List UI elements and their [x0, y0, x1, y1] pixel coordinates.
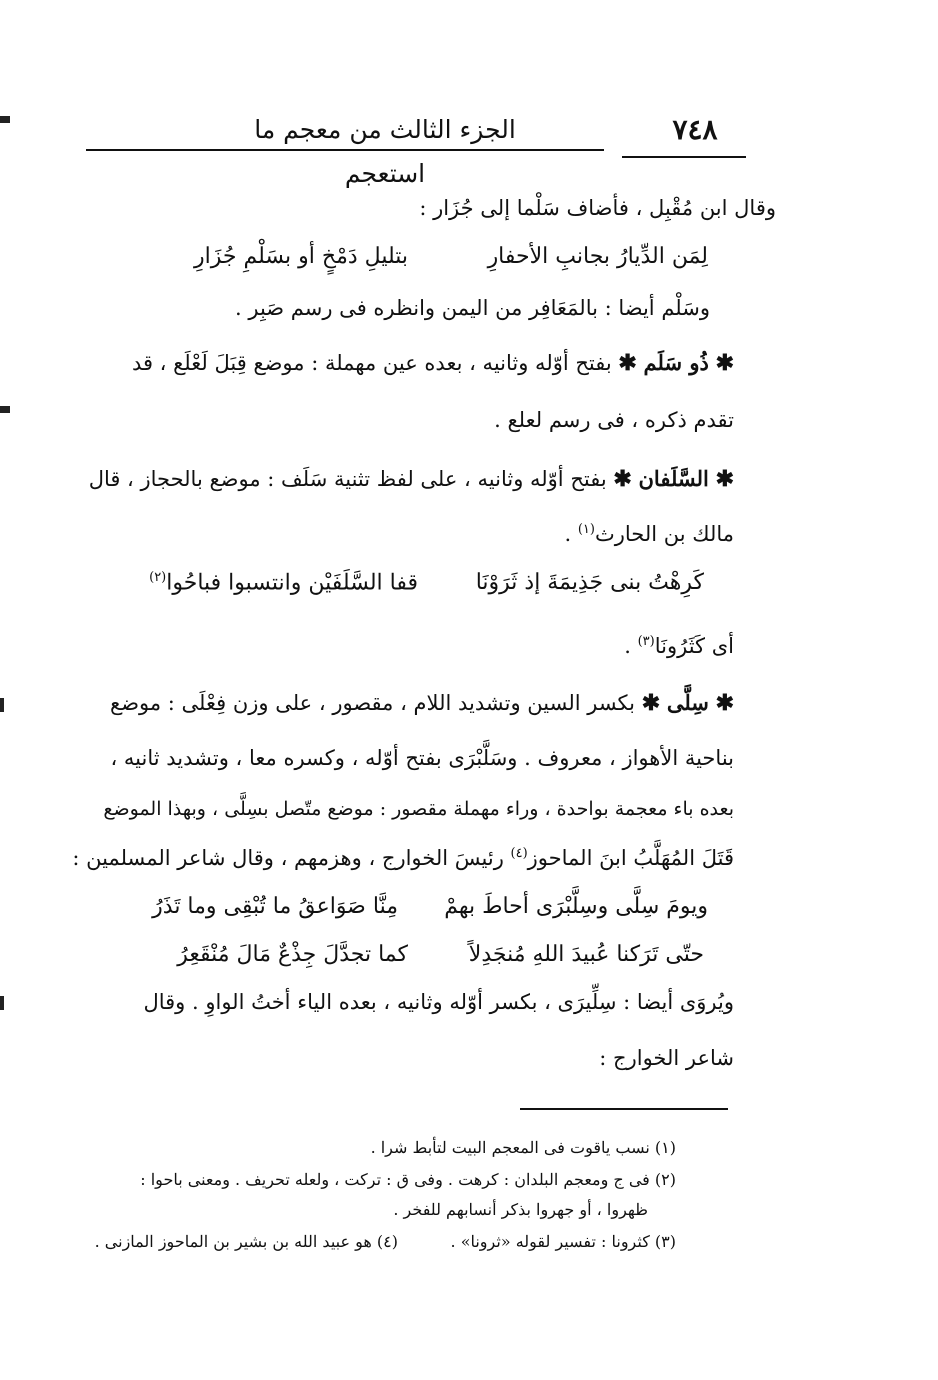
body-line: [624, 634, 734, 658]
page-number: ٧٤٨: [672, 113, 718, 146]
gloss-text: أى كَثَرُونَا: [654, 634, 734, 658]
verse-second-hemistich: [149, 570, 418, 595]
header-rule: [86, 149, 604, 151]
footnote: (١) نسب ياقوت فى المعجم البيت لتأبط شرا .: [370, 1138, 676, 1157]
entry-marker-icon: ✱: [641, 690, 661, 716]
body-line: وسَلْم أيضا : بالمَعَافِر من اليمن وانظره فى رسم صَبِر .: [235, 296, 710, 320]
body-line: تقدم ذكره ، فى رسم لعلع .: [494, 408, 734, 432]
body-line: وقال ابن مُقْبِل ، فأضاف سَلْما إلى جُزَار :: [419, 196, 776, 220]
entry-marker-icon: ✱: [613, 466, 632, 492]
entry-text: بكسر السين وتشديد اللام ، مقصور ، على وزن فِعْلَى : موضع: [110, 691, 635, 715]
entry-line: [89, 466, 734, 492]
margin-mark: [0, 406, 10, 413]
verse-text: قفا السَّلَفَيْن وانتسبوا فباحُوا: [166, 570, 418, 596]
footnote-ref: (١): [577, 522, 595, 537]
footnote-rule: [520, 1108, 728, 1110]
entry-line: [132, 350, 734, 376]
verse-second-hemistich: كما تجدَّلَ جِذْعٌ مَالَ مُنْقَعِرُ: [177, 942, 408, 967]
verse-second-hemistich: بتليلِ دَمْخٍ أو بسَلْمِ جُزَارِ: [194, 244, 408, 269]
header-rule: [622, 156, 746, 158]
footnote: (٢) فى ج ومعجم البلدان : كرهت . وفى ق : تركت ، ولعله تحريف . ومعنى باحوا :: [140, 1170, 676, 1189]
body-line: [72, 846, 734, 870]
body-line: [564, 522, 734, 546]
entry-marker-icon: ✱: [618, 350, 637, 376]
entry-headword: ذُو سَلَم: [643, 350, 709, 375]
margin-mark: [0, 996, 4, 1010]
body-line: شاعر الخوارج :: [599, 1046, 734, 1070]
body-line: ويُروَى أيضا : سِلِّيرَى ، بكسر أوّله وثانيه ، بعده الياء أختُ الواوِ . وقال: [143, 990, 734, 1014]
footnote-ref: (٢): [149, 570, 167, 585]
entry-marker-icon: ✱: [715, 350, 734, 376]
verse-first-hemistich: ويومَ سِلَّى وسِلَّبْرَى أحاطَ بهمْ: [444, 894, 708, 919]
footnote-ref: (٣): [637, 634, 655, 649]
body-text: رئيسَ الخوارج ، وهزمهم ، وقال شاعر المسلمين :: [72, 846, 511, 870]
entry-text: بفتح أوّله وثانيه ، بعده عين مهملة : موضع قِبَلَ لَعْلَع ، قد: [131, 351, 612, 375]
entry-marker-icon: ✱: [715, 690, 734, 716]
punctuation: .: [564, 522, 578, 546]
body-text: قَتَلَ المُهَلَّبُ ابنَ الماحوز: [527, 846, 734, 870]
entry-marker-icon: ✱: [715, 466, 734, 492]
margin-mark: [0, 698, 4, 712]
verse-first-hemistich: حتّى تَرَكنا عُبيدَ اللهِ مُنجَدِلاً: [468, 942, 704, 967]
footnote-continuation: ظهروا ، أو جهروا بذكر أنسابهم للفخر .: [393, 1200, 648, 1219]
entry-line: [110, 690, 734, 716]
verse-second-hemistich: مِنَّا صَوَاعقُ ما تُبْقِى وما تَذَرُ: [152, 894, 398, 919]
entry-text: بفتح أوّله وثانيه ، على لفظ تثنية سَلَف : موضع بالحجاز ، قال: [88, 467, 607, 491]
poet-name: مالك بن الحارث: [594, 522, 734, 546]
running-header-title: الجزء الثالث من معجم ما استعجم: [254, 115, 516, 188]
verse-first-hemistich: كَرِهْتُ بنى جَذِيمَةَ إذ ثَرَوْنَا: [475, 570, 704, 595]
verse-first-hemistich: لِمَن الدِّيارُ بجانبِ الأحفارِ: [487, 244, 708, 269]
entry-headword: السَّلَفان: [638, 466, 709, 491]
punctuation: .: [624, 634, 638, 658]
footnote: (٤) هو عبيد الله بن بشير بن الماحوز المازنى .: [94, 1232, 398, 1251]
entry-headword: سِلَّى: [666, 690, 709, 715]
footnote: (٣) كثرونا : تفسير لقوله «ثرونا» .: [450, 1232, 676, 1251]
body-line: بناحية الأهواز ، معروف . وسَلَّبْرَى بفتح أوّله ، وكسره معا ، وتشديد ثانيه ،: [110, 746, 734, 770]
body-line: بعده باء معجمة بواحدة ، وراء مهملة مقصور : موضع متّصل بسِلَّى ، وبهذا الموضع: [103, 798, 734, 820]
footnote-ref: (٤): [510, 846, 528, 861]
margin-mark: [0, 116, 10, 123]
